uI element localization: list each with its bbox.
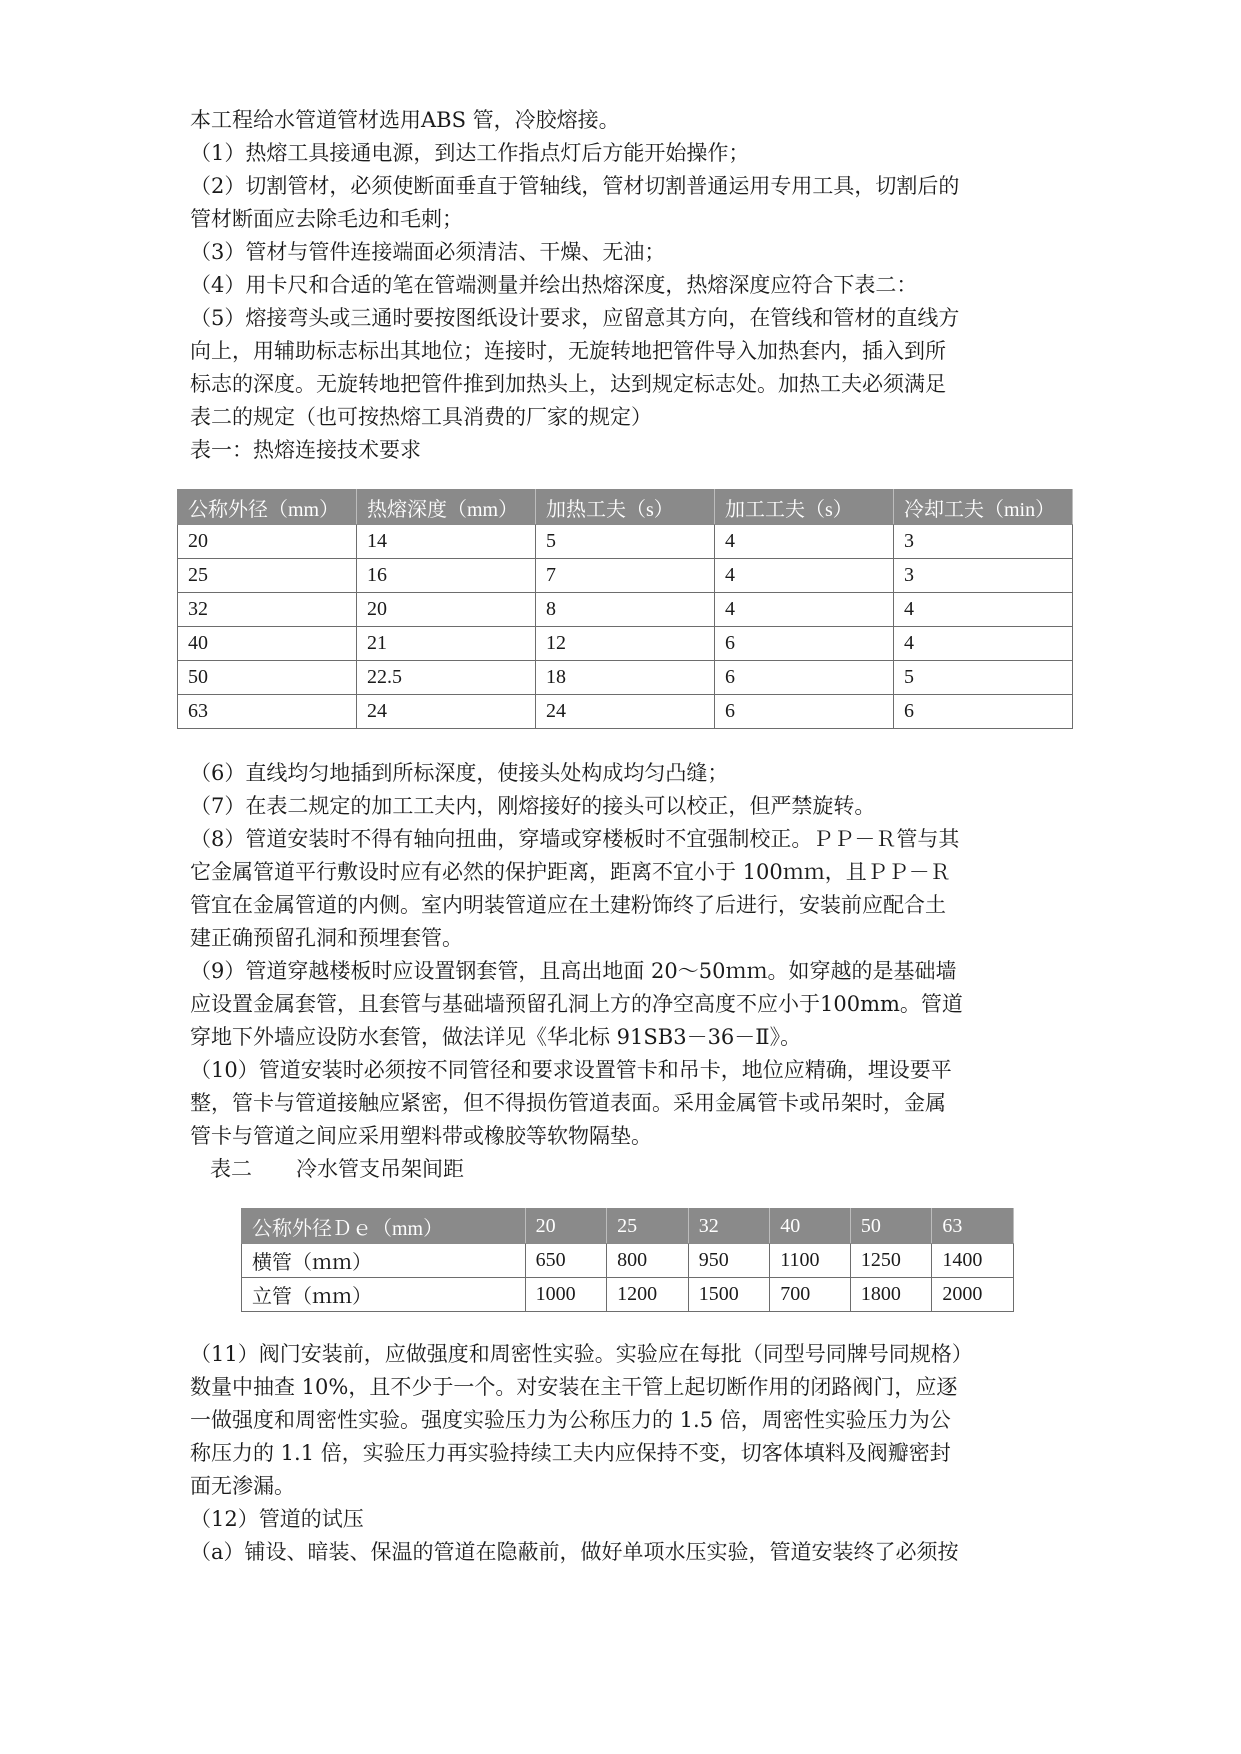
text-line: （a）铺设、暗装、保温的管道在隐蔽前，做好单项水压实验，管道安装终了必须按 bbox=[190, 1540, 959, 1564]
installation-paragraph bbox=[190, 757, 1070, 1153]
text-line: 建正确预留孔洞和预埋套管。 bbox=[190, 926, 463, 950]
table-cell: 650 bbox=[525, 1244, 607, 1278]
table-cell: 700 bbox=[770, 1278, 851, 1312]
column-header: 加热工夫（s） bbox=[536, 490, 715, 525]
table-cell: 4 bbox=[715, 559, 894, 593]
table-cell: 6 bbox=[894, 695, 1073, 729]
column-header: 冷却工夫（min） bbox=[894, 490, 1073, 525]
table-cell: 800 bbox=[607, 1244, 689, 1278]
text-line: （9）管道穿越楼板时应设置钢套管，且高出地面 20～50ｍｍ。如穿越的是基础墙 bbox=[190, 959, 957, 983]
text-line: 标志的深度。无旋转地把管件推到加热头上，达到规定标志处。加热工夫必须满足 bbox=[190, 372, 946, 396]
table-cell: 1500 bbox=[688, 1278, 770, 1312]
table-row bbox=[242, 1244, 1014, 1278]
table-cell: 6 bbox=[715, 661, 894, 695]
table1-caption: 表一：热熔连接技术要求 bbox=[190, 438, 421, 462]
table-cell: 4 bbox=[894, 627, 1073, 661]
table-row bbox=[178, 627, 1073, 661]
table-row bbox=[178, 559, 1073, 593]
text-line: 称压力的 1.1 倍，实验压力再实验持续工夫内应保持不变，切客体填料及阀瓣密封 bbox=[190, 1441, 951, 1465]
table-cell: 16 bbox=[357, 559, 536, 593]
column-header: 公称外径Ｄｅ（mm） bbox=[242, 1209, 526, 1244]
text-line: 表二的规定（也可按热熔工具消费的厂家的规定） bbox=[190, 405, 652, 429]
table-cell: 25 bbox=[178, 559, 357, 593]
text-line: （8）管道安装时不得有轴向扭曲，穿墙或穿楼板时不宜强制校正。ＰＰ－Ｒ管与其 bbox=[190, 827, 960, 851]
column-header: 20 bbox=[525, 1209, 607, 1244]
table-cell: 1400 bbox=[932, 1244, 1014, 1278]
table-cell: 5 bbox=[894, 661, 1073, 695]
table-cell: 7 bbox=[536, 559, 715, 593]
table-cell: 40 bbox=[178, 627, 357, 661]
text-line: （4）用卡尺和合适的笔在管端测量并绘出热熔深度，热熔深度应符合下表二： bbox=[190, 273, 918, 297]
table2-caption bbox=[190, 1153, 1070, 1186]
text-line: （3）管材与管件连接端面必须清洁、干燥、无油； bbox=[190, 240, 666, 264]
table-cell: 14 bbox=[357, 525, 536, 559]
column-header: 63 bbox=[932, 1209, 1014, 1244]
text-line: （2）切割管材，必须使断面垂直于管轴线，管材切割普通运用专用工具，切割后的 bbox=[190, 174, 960, 198]
table-cell: 1250 bbox=[850, 1244, 932, 1278]
table-cell: 5 bbox=[536, 525, 715, 559]
text-line: 一做强度和周密性实验。强度实验压力为公称压力的 1.5 倍，周密性实验压力为公 bbox=[190, 1408, 951, 1432]
table-row bbox=[178, 661, 1073, 695]
table2-caption-label: 表二 bbox=[210, 1157, 252, 1181]
table-cell: 22.5 bbox=[357, 661, 536, 695]
table-row bbox=[178, 695, 1073, 729]
table-cell: 24 bbox=[536, 695, 715, 729]
column-header: 热熔深度（mm） bbox=[357, 490, 536, 525]
text-line: （5）熔接弯头或三通时要按图纸设计要求，应留意其方向，在管线和管材的直线方 bbox=[190, 306, 960, 330]
text-line: 应设置金属套管，且套管与基础墙预留孔洞上方的净空高度不应小于100mm。管道 bbox=[190, 992, 963, 1016]
table-cell: 24 bbox=[357, 695, 536, 729]
table-cell: 3 bbox=[894, 559, 1073, 593]
table-cell: 63 bbox=[178, 695, 357, 729]
table-cell: 立管（ｍｍ） bbox=[242, 1278, 526, 1312]
table-cell: 21 bbox=[357, 627, 536, 661]
column-header: 加工工夫（s） bbox=[715, 490, 894, 525]
column-header: 40 bbox=[770, 1209, 851, 1244]
text-line: 管宜在金属管道的内侧。室内明装管道应在土建粉饰终了后进行，安装前应配合土 bbox=[190, 893, 946, 917]
text-line: 穿地下外墙应设防水套管，做法详见《华北标 91SB3－36－Ⅱ》。 bbox=[190, 1025, 802, 1049]
table-cell: 8 bbox=[536, 593, 715, 627]
table-cell: 50 bbox=[178, 661, 357, 695]
table-cell: 6 bbox=[715, 695, 894, 729]
table-cell: 4 bbox=[715, 593, 894, 627]
text-line: 管材断面应去除毛边和毛刺； bbox=[190, 207, 463, 231]
text-line: （7）在表二规定的加工工夫内，刚熔接好的接头可以校正，但严禁旋转。 bbox=[190, 794, 876, 818]
text-line: 整，管卡与管道接触应紧密，但不得损伤管道表面。采用金属管卡或吊架时，金属 bbox=[190, 1091, 946, 1115]
text-line: 向上，用辅助标志标出其地位；连接时，无旋转地把管件导入加热套内，插入到所 bbox=[190, 339, 946, 363]
text-line: （11）阀门安装前，应做强度和周密性实验。实验应在每批（同型号同牌号同规格） bbox=[190, 1342, 973, 1366]
valve-and-pressure-paragraph bbox=[190, 1338, 1070, 1569]
table-cell: 950 bbox=[688, 1244, 770, 1278]
table-cell: 32 bbox=[178, 593, 357, 627]
text-line: （10）管道安装时必须按不同管径和要求设置管卡和吊卡，地位应精确，埋设要平 bbox=[190, 1058, 952, 1082]
table-cell: 1000 bbox=[525, 1278, 607, 1312]
column-header: 公称外径（mm） bbox=[178, 490, 357, 525]
intro-paragraph bbox=[190, 104, 1070, 434]
table-cell: 3 bbox=[894, 525, 1073, 559]
column-header: 32 bbox=[688, 1209, 770, 1244]
table-row bbox=[178, 525, 1073, 559]
table-row bbox=[242, 1278, 1014, 1312]
table-cell: 横管（ｍｍ） bbox=[242, 1244, 526, 1278]
document-page bbox=[190, 104, 1070, 1569]
table-header-row bbox=[178, 490, 1073, 525]
column-header: 50 bbox=[850, 1209, 932, 1244]
table-cell: 20 bbox=[357, 593, 536, 627]
text-line: （1）热熔工具接通电源，到达工作指点灯后方能开始操作； bbox=[190, 141, 750, 165]
table-cell: 6 bbox=[715, 627, 894, 661]
table-cell: 1800 bbox=[850, 1278, 932, 1312]
text-line: （6）直线均匀地插到所标深度，使接头处构成均匀凸缝； bbox=[190, 761, 729, 785]
table-cell: 12 bbox=[536, 627, 715, 661]
table-cell: 18 bbox=[536, 661, 715, 695]
text-line: 本工程给水管道管材选用ABS 管，冷胶熔接。 bbox=[190, 108, 620, 132]
table-header-row bbox=[242, 1209, 1014, 1244]
table-row bbox=[178, 593, 1073, 627]
text-line: 它金属管道平行敷设时应有必然的保护距离，距离不宜小于 100ｍｍ，且ＰＰ－Ｒ bbox=[190, 860, 951, 884]
text-line: （12）管道的试压 bbox=[190, 1507, 364, 1531]
column-header: 25 bbox=[607, 1209, 689, 1244]
text-line: 数量中抽查 10%，且不少于一个。对安装在主干管上起切断作用的闭路阀门，应逐 bbox=[190, 1375, 958, 1399]
table2-caption-title: 冷水管支吊架间距 bbox=[296, 1157, 464, 1181]
support-spacing-table bbox=[241, 1208, 1014, 1312]
text-line: 面无渗漏。 bbox=[190, 1474, 295, 1498]
hot-melt-table bbox=[177, 489, 1073, 729]
table-cell: 1100 bbox=[770, 1244, 851, 1278]
text-line: 管卡与管道之间应采用塑料带或橡胶等软物隔垫。 bbox=[190, 1124, 652, 1148]
table-cell: 4 bbox=[894, 593, 1073, 627]
table-cell: 1200 bbox=[607, 1278, 689, 1312]
table-cell: 4 bbox=[715, 525, 894, 559]
table-cell: 20 bbox=[178, 525, 357, 559]
table-cell: 2000 bbox=[932, 1278, 1014, 1312]
